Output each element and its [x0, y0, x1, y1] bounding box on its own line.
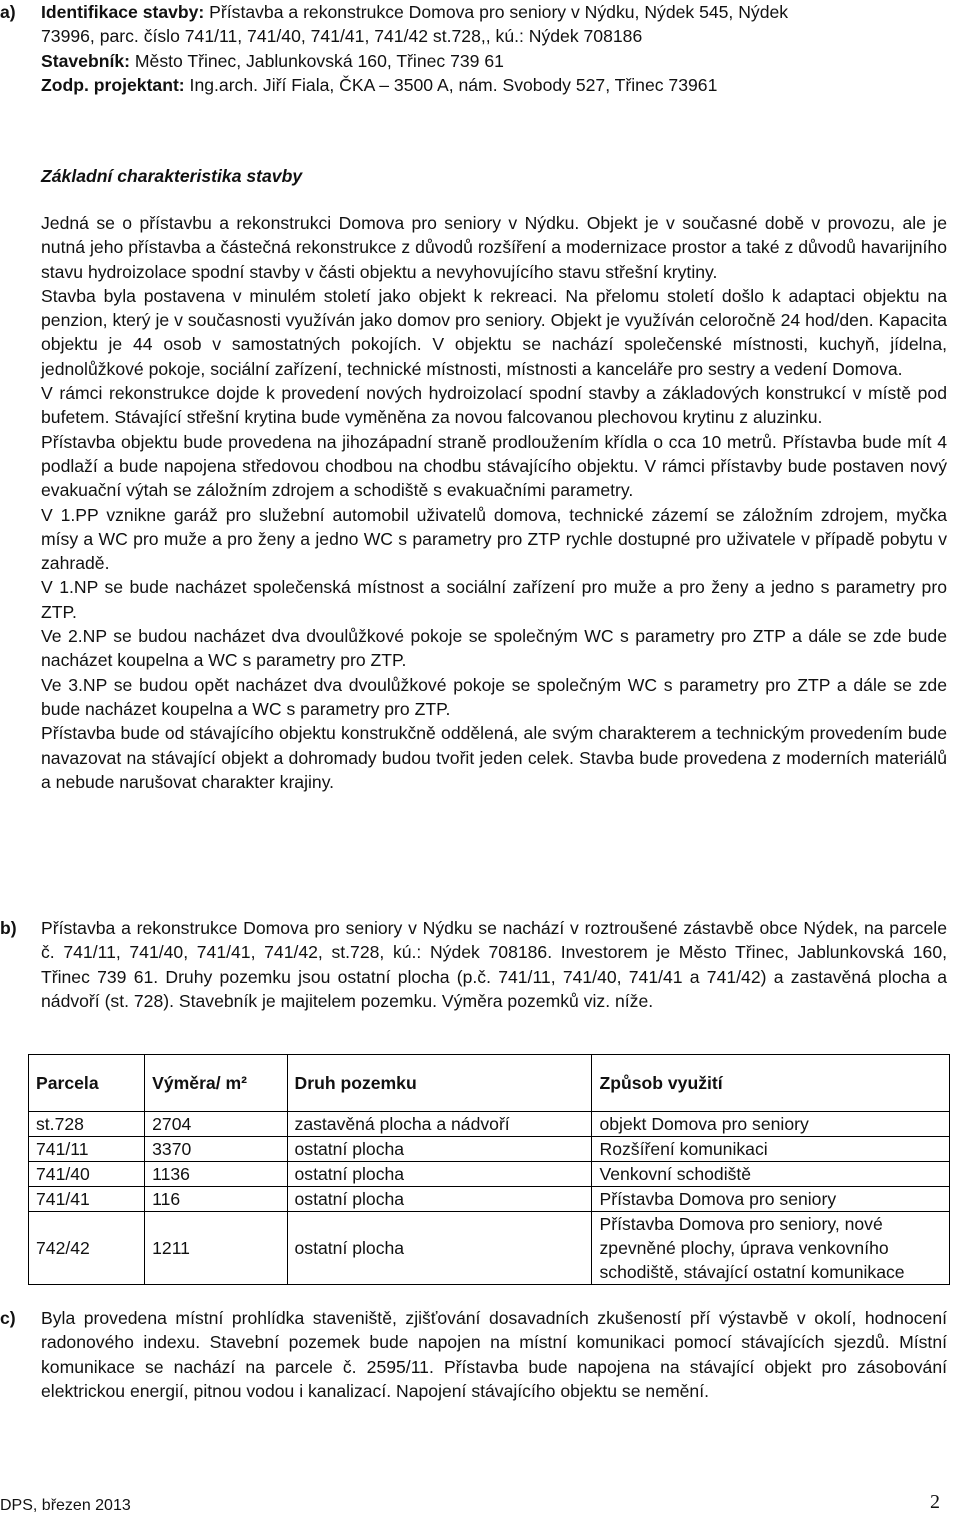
page-number: 2 [930, 1491, 940, 1513]
stavebnik-value: Město Třinec, Jablunkovská 160, Třinec 739 61 [129, 50, 504, 71]
table-cell: 741/41 [29, 1187, 145, 1212]
parcel-table [28, 1054, 950, 1285]
projektant-line [41, 73, 947, 97]
table-cell: Přístavba Domova pro seniory, nové zpevněné plochy, úprava venkovního schodiště, stávající ostatní komunikace [592, 1212, 950, 1285]
paragraph: Stavba byla postavena v minulém století jako objekt k rekreaci. Na přelomu století došlo k adaptaci objektu na penzion, který je v současnosti využíván jako domov pro seniory. Objekt je využíván celoročně 24 hod/den. Kapacita objektu je 44 osob v samostatných pokojích. V objektu se nachází společenské místnosti, kuchyň, jídelna, jednolůžkové pokoje, sociální zařízení, technické místnosti, místnosti a kanceláře pro sestry a vedení Domova. [41, 285, 947, 379]
section-b-letter: b) [0, 918, 17, 938]
table-cell: 741/11 [29, 1137, 145, 1162]
table-header-cell: Parcela [29, 1055, 145, 1112]
table-row [29, 1137, 950, 1162]
identifikace-line [41, 0, 947, 24]
table-header-cell: Způsob využití [592, 1055, 950, 1112]
section-a-letter: a) [0, 2, 16, 22]
paragraph: V 1.NP se bude nacházet společenská místnost a sociální zařízení pro muže a pro ženy a jedno s parametry pro ZTP. [41, 577, 947, 622]
table-row [29, 1162, 950, 1187]
table-cell: Přístavba Domova pro seniory [592, 1187, 950, 1212]
section-heading: Základní charakteristika stavby [41, 166, 303, 186]
identifikace-label: Identifikace stavby: [41, 2, 205, 22]
paragraph: V rámci rekonstrukce dojde k provedení nových hydroizolací spodní stavby a základových konstrukcí v místě pod bufetem. Stávající střešní krytina bude vyměněna za novou falcovanou plechovou krytinu z aluzinku. [41, 383, 947, 428]
table-cell: zastavěná plocha a nádvoří [287, 1112, 592, 1137]
table-cell: 3370 [145, 1137, 287, 1162]
table-header-row [29, 1055, 950, 1112]
projektant-value: Ing.arch. Jiří Fiala, ČKA – 3500 A, nám. Svobody 527, Třinec 73961 [184, 74, 718, 95]
identifikace-value-1: Přístavba a rekonstrukce Domova pro seniory v Nýdku, Nýdek 545, Nýdek [204, 2, 789, 22]
table-cell: Venkovní schodiště [592, 1162, 950, 1187]
table-cell: objekt Domova pro seniory [592, 1112, 950, 1137]
paragraph: Přístavba bude od stávajícího objektu konstrukčně oddělená, ale svým charakterem a technickým provedením bude navazovat na stávající objekt a dohromady budou tvořit jeden celek. Stavba bude provedena z moderních materiálů a nebude narušovat charakter krajiny. [41, 723, 947, 792]
paragraph: Ve 3.NP se budou opět nacházet dva dvoulůžkové pokoje se společným WC s parametry pro ZTP a dále se zde bude nacházet koupelna a WC s parametry pro ZTP. [41, 674, 947, 719]
table-cell: 1211 [145, 1212, 287, 1285]
stavebnik-label: Stavebník: [41, 50, 130, 71]
table-header-cell: Výměra/ m² [145, 1055, 287, 1112]
paragraph: Byla provedena místní prohlídka staveniště, zjišťování dosavadních zkušeností pří výstavbě v okolí, hodnocení radonového indexu. Stavební pozemek bude napojen na místní komunikaci pomocí stávajících sjezdů. Místní komunikace se nachází na parcele č. 2595/11. Přístavba bude napojena na stávající objekt pro zásobování elektrickou energií, pitnou vodou i kanalizací. Napojení stávajícího objektu se nemění. [41, 1308, 947, 1401]
identifikace-value-2: 73996, parc. číslo 741/11, 741/40, 741/41, 741/42 st.728,, kú.: Nýdek 708186 [41, 26, 643, 47]
identification-block [41, 0, 947, 97]
footer-date: DPS, březen 2013 [0, 1497, 131, 1514]
table-cell: ostatní plocha [287, 1137, 592, 1162]
projektant-label: Zodp. projektant: [41, 74, 185, 95]
paragraph: V 1.PP vznikne garáž pro služební automobil uživatelů domova, technické zázemí se záložním zdrojem, myčka mísy a WC pro muže a pro ženy a jedno WC s parametry pro ZTP rychle dostupné pro uživatele v případě pobytu v zahradě. [41, 504, 947, 574]
table-cell: 2704 [145, 1112, 287, 1137]
section-b-text [41, 916, 947, 1013]
table-row [29, 1212, 950, 1285]
paragraph: Jedná se o přístavbu a rekonstrukci Domova pro seniory v Nýdku. Objekt je v současné době v provozu, ale je nutná jeho přístavba a částečná rekonstrukce z důvodů rozšíření a modernizace prostor a také z důvodů havarijního stavu hydroizolace spodní stavby v části objektu a nevyhovujícího stavu střešní krytiny. [41, 213, 947, 282]
table-cell: st.728 [29, 1112, 145, 1137]
table-cell: ostatní plocha [287, 1212, 592, 1285]
table-header-cell: Druh pozemku [287, 1055, 592, 1112]
table-cell: ostatní plocha [287, 1162, 592, 1187]
table-cell: 1136 [145, 1162, 287, 1187]
paragraph: Přístavba a rekonstrukce Domova pro seniory v Nýdku se nachází v roztroušené zástavbě obce Nýdek, na parcele č. 741/11, 741/40, 741/41, 741/42, st.728, kú.: Nýdek 708186. Investorem je Město Třinec, Jablunkovská 160, Třinec 739 61. Druhy pozemku jsou ostatní plocha (p.č. 741/11, 741/40, 741/41 a 741/42) a zastavěná plocha a nádvoří (st. 728). Stavebník je majitelem pozemku. Výměra pozemků viz. níže. [41, 918, 947, 1011]
table-cell: 741/40 [29, 1162, 145, 1187]
section-c-text [41, 1306, 947, 1403]
paragraph: Přístavba objektu bude provedena na jihozápadní straně prodloužením křídla o cca 10 metrů. Přístavba bude mít 4 podlaží a bude napojena středovou chodbou na chodbu stávajícího objektu. V rámci přístavby bude postaven nový evakuační výtah se záložním zdrojem a schodiště s evakuačními parametry. [41, 431, 947, 501]
section-c-letter: c) [0, 1308, 16, 1328]
table-cell: 116 [145, 1187, 287, 1212]
table-cell: ostatní plocha [287, 1187, 592, 1212]
table-cell: 742/42 [29, 1212, 145, 1285]
paragraph: Ve 2.NP se budou nacházet dva dvoulůžkové pokoje se společným WC s parametry pro ZTP a dále se zde bude nacházet koupelna a WC s parametry pro ZTP. [41, 626, 947, 671]
table-cell: Rozšíření komunikaci [592, 1137, 950, 1162]
stavebnik-line [41, 49, 947, 73]
table-row [29, 1112, 950, 1137]
table-row [29, 1187, 950, 1212]
section-a-text [41, 211, 947, 794]
